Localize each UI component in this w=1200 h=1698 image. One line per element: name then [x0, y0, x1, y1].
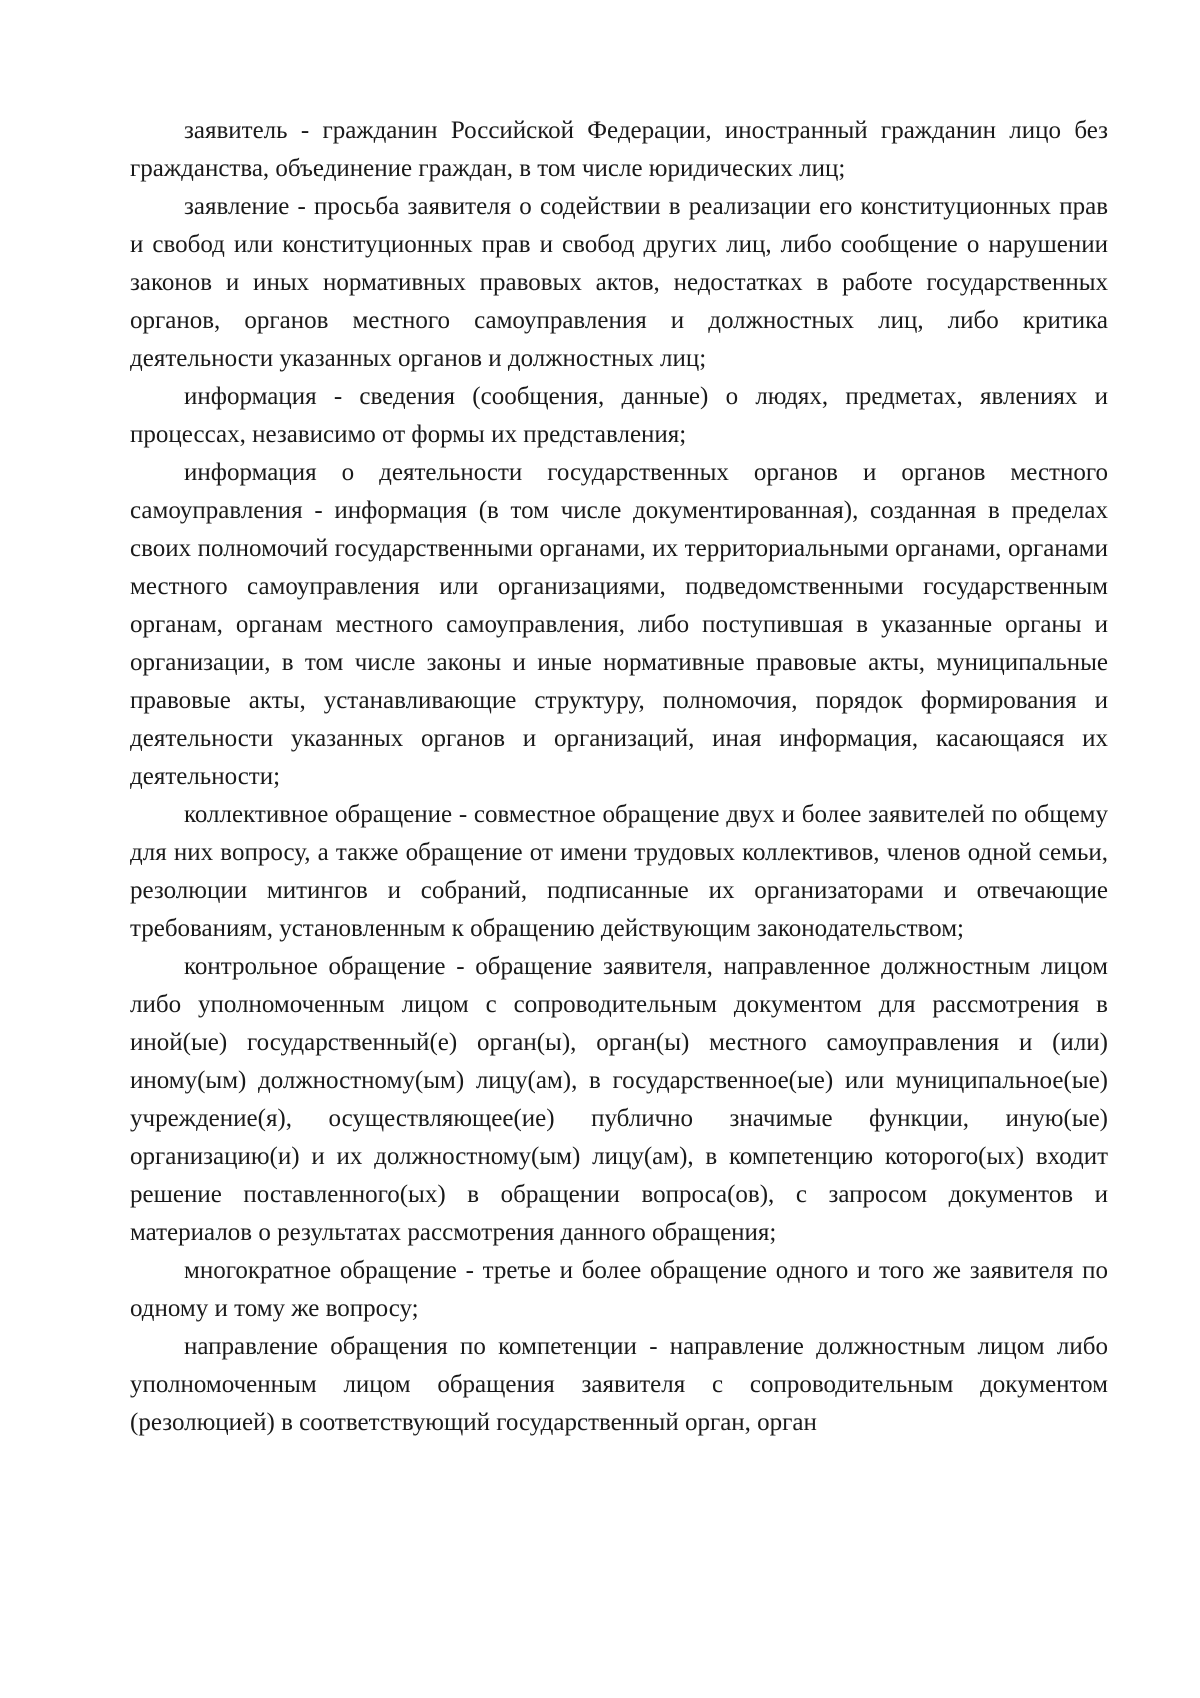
paragraph-collective-appeal: коллективное обращение - совместное обращение двух и более заявителей по общему для них вопросу, а также обращение от имени трудовых коллективов, членов одной семьи, резолюции митингов и собраний, подписанные их организаторами и отвечающие требованиям, установленным к обращению действующим законодательством; — [130, 801, 1108, 942]
paragraph-repeated-appeal: многократное обращение - третье и более обращение одного и того же заявителя по одному и тому же вопросу; — [130, 1257, 1108, 1322]
paragraph-application: заявление - просьба заявителя о содействии в реализации его конституционных прав и свобод или конституционных прав и свобод других лиц, либо сообщение о нарушении законов и иных нормативных правовых актов, недостатках в работе государственных органов, органов местного самоуправления и должностных лиц, либо критика деятельности указанных органов и должностных лиц; — [130, 193, 1108, 372]
paragraph-referral-by-competence: направление обращения по компетенции - направление должностным лицом либо уполномоченным лицом обращения заявителя с сопроводительным документом (резолюцией) в соответствующий государственный орган, орган — [130, 1333, 1108, 1436]
paragraph-control-appeal: контрольное обращение - обращение заявителя, направленное должностным лицом либо уполномоченным лицом с сопроводительным документом для рассмотрения в иной(ые) государственный(е) орган(ы), орган(ы) местного самоуправления и (или) иному(ым) должностному(ым) лицу(ам), в государственное(ые) или муниципальное(ые) учреждение(я), осуществляющее(ие) публично значимые функции, иную(ые) организацию(и) и их должностному(ым) лицу(ам), в компетенцию которого(ых) входит решение поставленного(ых) в обращении вопроса(ов), с запросом документов и материалов о результатах рассмотрения данного обращения; — [130, 953, 1108, 1246]
paragraph-activity-information: информация о деятельности государственных органов и органов местного самоуправления - информация (в том числе документированная), созданная в пределах своих полномочий государственными органами, их территориальными органами, органами местного самоуправления или организациями, подведомственными государственным органам, органам местного самоуправления, либо поступившая в указанные органы и организации, в том числе законы и иные нормативные правовые акты, муниципальные правовые акты, устанавливающие структуру, полномочия, порядок формирования и деятельности указанных органов и организаций, иная информация, касающаяся их деятельности; — [130, 459, 1108, 790]
paragraph-information: информация - сведения (сообщения, данные) о людях, предметах, явлениях и процессах, независимо от формы их представления; — [130, 383, 1108, 448]
document-body — [130, 112, 1108, 1442]
paragraph-applicant: заявитель - гражданин Российской Федерации, иностранный гражданин лицо без гражданства, объединение граждан, в том числе юридических лиц; — [130, 117, 1108, 182]
